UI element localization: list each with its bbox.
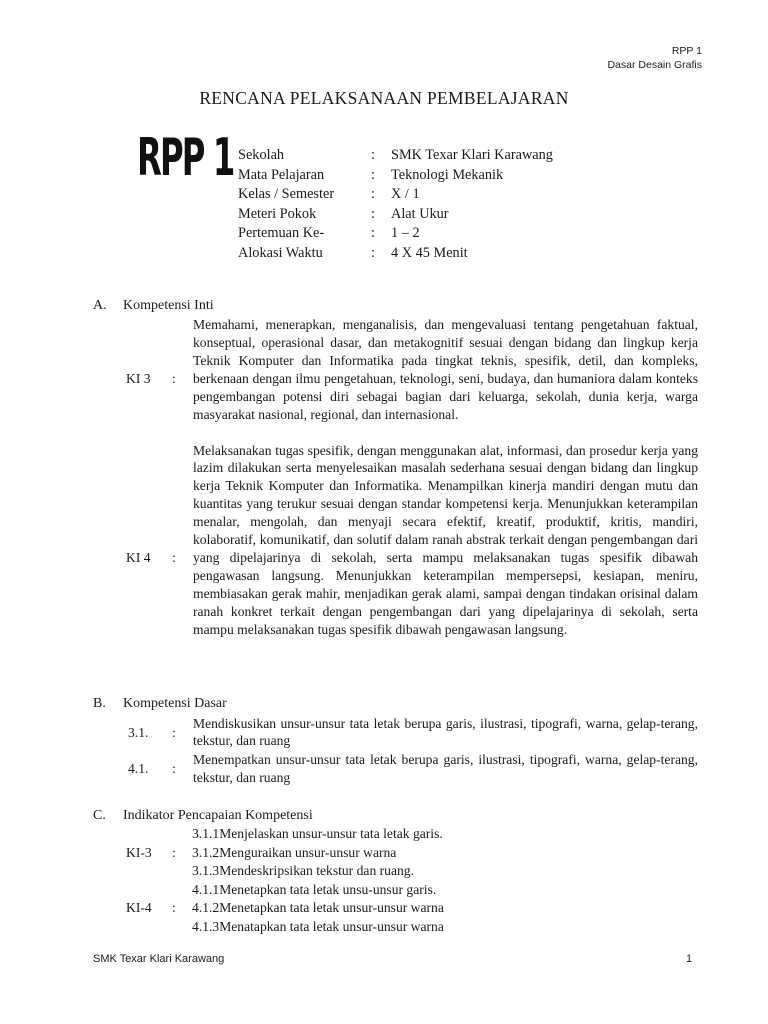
ki3-colon: : bbox=[172, 371, 176, 386]
section-letter: C. bbox=[93, 808, 106, 823]
indicator-ki3-colon: : bbox=[172, 845, 176, 860]
ki3-label: KI 3 bbox=[126, 371, 151, 386]
info-colon: : bbox=[371, 244, 375, 261]
info-value: 4 X 45 Menit bbox=[391, 244, 468, 261]
section-title: Indikator Pencapaian Kompetensi bbox=[123, 808, 313, 823]
info-label: Kelas / Semester bbox=[238, 186, 335, 202]
running-header bbox=[607, 44, 702, 72]
kd-4-1-colon: : bbox=[172, 761, 176, 776]
footer-page-number: 1 bbox=[686, 953, 693, 965]
indicator-ki4-label: KI-4 bbox=[126, 900, 152, 915]
info-label: Meteri Pokok bbox=[238, 205, 317, 222]
kd-4-1-code: 4.1. bbox=[128, 761, 149, 776]
indicator-3-1-3: 3.1.3Mendeskripsikan tekstur dan ruang. bbox=[192, 863, 414, 878]
info-colon: : bbox=[371, 225, 375, 241]
indicator-4-1-2: 4.1.2Menetapkan tata letak unsur-unsur warna bbox=[192, 900, 444, 915]
info-label: Alokasi Waktu bbox=[238, 244, 323, 261]
info-colon: : bbox=[371, 205, 375, 222]
section-title: Kompetensi Dasar bbox=[123, 696, 227, 711]
rpp-badge: RPP 1 bbox=[137, 128, 234, 188]
section-letter: B. bbox=[93, 696, 106, 711]
indicator-3-1-1: 3.1.1Menjelaskan unsur-unsur tata letak garis. bbox=[192, 826, 443, 841]
ki4-colon: : bbox=[172, 550, 176, 565]
ki4-text: Melaksanakan tugas spesifik, dengan menggunakan alat, informasi, dan prosedur kerja yang lazim dilakukan serta menyelesaikan masalah sederhana sesuai dengan bidang dan lingkup kerja Teknik Komputer dan Informatika. Menampilkan kinerja mandiri dengan mutu dan kuantitas yang terukur sesuai dengan standar kompetensi kerja. Menunjukkan keterampilan menalar, mengolah, dan menyaji secara efektif, kreatif, produktif, kritis, mandiri, kolaboratif, komunikatif, dan solutif dalam ranah abstrak terkait dengan pengembangan dari yang dipelajarinya di sekolah, serta mampu melaksanakan tugas spesifik dibawah pengawasan langsung. Menunjukkan keterampilan mempersepsi, kesiapan, meniru, membiasakan gerak mahir, menjadikan gerak alami, sampai dengan tindakan orisinal dalam ranah konkret terkait dengan pengembangan dari yang dipelajarinya di sekolah, serta mampu melaksanakan tugas spesifik dibawah pengawasan langsung. bbox=[193, 442, 698, 637]
ki4-label: KI 4 bbox=[126, 550, 151, 565]
indicator-ki4-colon: : bbox=[172, 900, 176, 915]
info-label: Sekolah bbox=[238, 147, 285, 163]
info-value: Alat Ukur bbox=[391, 205, 449, 222]
info-label: Mata Pelajaran bbox=[238, 166, 325, 183]
kd-3-1-text: Mendiskusikan unsur-unsur tata letak berupa garis, ilustrasi, tipografi, warna, gelap-terang, tekstur, dan ruang bbox=[193, 715, 698, 749]
indicator-ki3-label: KI-3 bbox=[126, 845, 152, 860]
info-colon: : bbox=[371, 186, 375, 202]
header-subject: Dasar Desain Grafis bbox=[607, 59, 702, 71]
footer-school: SMK Texar Klari Karawang bbox=[93, 953, 225, 965]
page-title: RENCANA PELAKSANAAN PEMBELAJARAN bbox=[199, 88, 569, 108]
info-value: 1 – 2 bbox=[391, 225, 420, 241]
kd-4-1-text: Menempatkan unsur-unsur tata letak berupa garis, ilustrasi, tipografi, warna, gelap-terang, tekstur, dan ruang bbox=[193, 752, 698, 785]
info-value: SMK Texar Klari Karawang bbox=[391, 147, 553, 163]
header-doc-code: RPP 1 bbox=[671, 45, 702, 57]
indicator-4-1-3: 4.1.3Menatapkan tata letak unsur-unsur warna bbox=[192, 918, 444, 934]
info-value: Teknologi Mekanik bbox=[391, 166, 504, 183]
indicator-3-1-2: 3.1.2Menguraikan unsur-unsur warna bbox=[192, 844, 397, 860]
info-colon: : bbox=[371, 166, 375, 183]
indicator-4-1-1: 4.1.1Menetapkan tata letak unsu-unsur garis. bbox=[192, 881, 437, 897]
info-colon: : bbox=[371, 147, 375, 163]
kd-3-1-colon: : bbox=[172, 725, 176, 740]
info-label: Pertemuan Ke- bbox=[238, 225, 325, 241]
section-letter: A. bbox=[93, 298, 107, 313]
kd-3-1-code: 3.1. bbox=[128, 725, 149, 740]
section-title: Kompetensi Inti bbox=[123, 298, 214, 313]
info-value: X / 1 bbox=[391, 186, 420, 202]
ki3-text: Memahami, menerapkan, menganalisis, dan mengevaluasi tentang pengetahuan faktual, konseptual, operasional dasar, dan metakognitif sesuai dengan bidang dan lingkup kerja Teknik Komputer dan Informatika pada tingkat teknis, spesifik, detil, dan kompleks, berkenaan dengan ilmu pengetahuan, teknologi, seni, budaya, dan humaniora dalam konteks pengembangan potensi diri sebagai bagian dari keluarga, sekolah, dunia kerja, warga masyarakat nasional, regional, dan internasional. bbox=[193, 317, 698, 422]
